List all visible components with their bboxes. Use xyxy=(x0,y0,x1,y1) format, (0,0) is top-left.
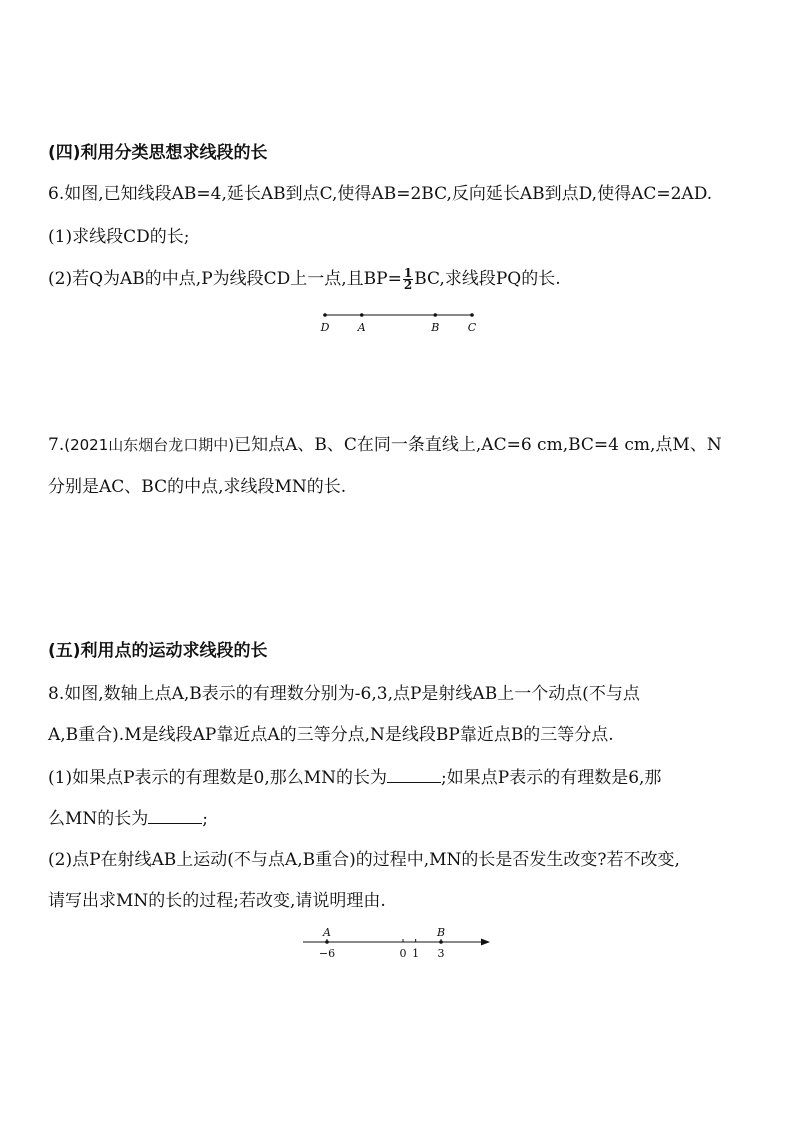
axis-arrow-icon xyxy=(481,939,490,946)
question-7-line-2: 分别是AC、BC的中点,求线段MN的长. xyxy=(48,477,347,497)
point-label-A: A xyxy=(357,321,366,334)
tick-label-3: 3 xyxy=(437,947,445,960)
question-8-line-2: A,B重合).M是线段AP靠近点A的三等分点,N是线段BP靠近点B的三等分点. xyxy=(48,725,614,745)
fraction-one-half xyxy=(403,268,413,291)
question-8-line-1: 8.如图,数轴上点A,B表示的有理数分别为-6,3,点P是射线AB上一个动点(不与点 xyxy=(48,684,640,704)
point-C xyxy=(470,313,474,317)
point-D xyxy=(323,313,327,317)
section-5-heading: (五)利用点的运动求线段的长 xyxy=(48,641,268,661)
question-7-source: (2021山东烟台龙口期中) xyxy=(64,436,235,454)
part-1-cont-end: ; xyxy=(202,809,209,829)
question-6-stem: 6.如图,已知线段AB=4,延长AB到点C,使得AB=2BC,反向延长AB到点D,使得AC=2AD. xyxy=(48,184,713,204)
part-1-text-after: ;如果点P表示的有理数是6,那 xyxy=(441,768,662,788)
point-label-C: C xyxy=(467,321,477,334)
point-A xyxy=(325,940,329,944)
answer-blank-2[interactable] xyxy=(148,807,202,824)
question-6-part-1: (1)求线段CD的长; xyxy=(48,227,190,247)
point-B xyxy=(433,313,437,317)
part-1-text-before: (1)如果点P表示的有理数是0,那么MN的长为 xyxy=(48,768,388,788)
question-7-text: 已知点A、B、C在同一条直线上,AC=6 cm,BC=4 cm,点M、N xyxy=(234,435,722,455)
part-2-text-before: (2)若Q为AB的中点,P为线段CD上一点,且BP= xyxy=(48,269,402,289)
question-6-part-2 xyxy=(48,268,561,291)
part-2-text-after: BC,求线段PQ的长. xyxy=(414,269,561,289)
point-A xyxy=(360,313,364,317)
point-B xyxy=(439,940,443,944)
tick-label-0: −6 xyxy=(318,947,336,960)
number-line-figure-q8 xyxy=(300,926,500,966)
point-label-A: A xyxy=(323,926,331,939)
section-4-heading: (四)利用分类思想求线段的长 xyxy=(48,143,268,163)
question-8-part-1 xyxy=(48,766,661,789)
question-8-part-2: (2)点P在射线AB上运动(不与点A,B重合)的过程中,MN的长是否发生改变?若不改变, xyxy=(48,850,680,870)
point-label-B: B xyxy=(436,926,446,939)
segment-figure-q6 xyxy=(300,305,500,335)
part-1-cont-text: 么MN的长为 xyxy=(48,809,149,829)
point-label-B: B xyxy=(431,321,440,334)
fraction-denominator: 2 xyxy=(403,278,413,292)
tick-label-1: 0 xyxy=(399,947,407,960)
question-8-part-1-cont xyxy=(48,807,208,830)
fraction-numerator: 1 xyxy=(403,266,413,280)
question-7-number: 7. xyxy=(48,435,65,455)
tick-label-2: 1 xyxy=(412,947,420,960)
question-7-line-1 xyxy=(48,434,722,456)
point-label-D: D xyxy=(320,321,330,334)
answer-blank-1[interactable] xyxy=(387,766,441,783)
question-8-part-2-cont: 请写出求MN的长的过程;若改变,请说明理由. xyxy=(48,891,386,911)
